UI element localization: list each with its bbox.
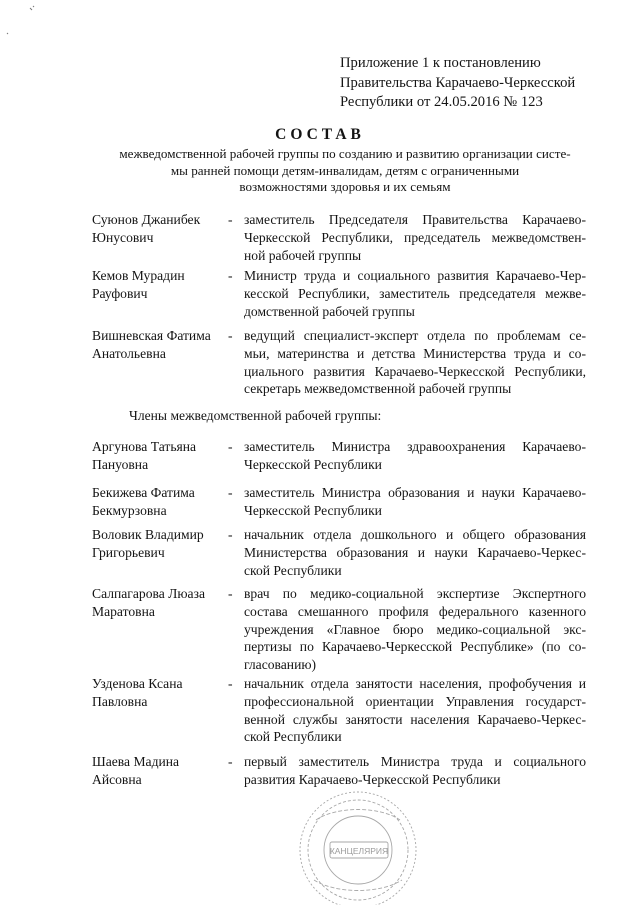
member-name-line: Кемов Мурадин	[92, 268, 185, 283]
member-role-line: пертизы по Карачаево-Черкесской Республике» (по со-	[244, 639, 586, 655]
member-role	[244, 267, 586, 320]
member-dash: -	[228, 754, 233, 769]
member-role-line: Черкесской Республики	[244, 456, 382, 472]
member-dash: -	[228, 586, 233, 601]
member-role	[244, 526, 586, 579]
member-name-line: Анатольевна	[92, 345, 166, 361]
member-name-line: Вишневская Фатима	[92, 328, 211, 343]
member-role-line: начальник отдела дошкольного и общего образования	[244, 527, 586, 542]
member-name-line: Шаева Мадина	[92, 754, 180, 769]
appendix-line: Правительства Карачаево-Черкесской	[340, 74, 576, 91]
member-name-line: Пануовна	[92, 456, 149, 472]
member-role	[244, 327, 586, 398]
member-role-line: ной рабочей группы	[244, 247, 362, 263]
member-name	[92, 675, 230, 710]
member-name-line: Узденова Ксана	[92, 676, 183, 691]
member-name	[92, 327, 230, 362]
member-role-line: врач по медико-социальной экспертизе Экспертного	[244, 586, 586, 601]
member-role-line: Черкесской Республики	[244, 502, 382, 518]
member-role	[244, 438, 586, 474]
member-role-line: профессиональной ориентации Управления государст-	[244, 693, 586, 709]
appendix-line: Республики от 24.05.2016 № 123	[340, 94, 543, 110]
member-name-line: Бекижева Фатима	[92, 485, 195, 500]
document-subtitle	[92, 146, 598, 196]
member-name-line: Воловик Владимир	[92, 527, 204, 542]
member-name	[92, 484, 230, 519]
svg-text:КАНЦЕЛЯРИЯ: КАНЦЕЛЯРИЯ	[329, 846, 389, 856]
appendix-reference	[340, 54, 630, 113]
member-name-line: Бекмурзовна	[92, 502, 167, 518]
member-role-line: гласованию)	[244, 657, 317, 673]
member-role	[244, 484, 586, 520]
office-stamp	[276, 770, 446, 905]
member-dash: -	[228, 676, 233, 691]
scan-artifact-marks	[0, 0, 40, 40]
member-name-line: Григорьевич	[92, 544, 165, 560]
member-role-line: мьи, материнства и детства Министерства труда и со-	[244, 345, 586, 361]
member-name-line: Павловна	[92, 693, 148, 709]
member-name	[92, 267, 230, 302]
member-role	[244, 585, 586, 674]
member-role-line: состава смешанного профиля федерального казенного	[244, 603, 586, 619]
member-role-line: заместитель Председателя Правительства Карачаево-	[244, 212, 586, 227]
member-name	[92, 585, 230, 620]
member-role-line: домственной рабочей группы	[244, 303, 415, 319]
appendix-line: Приложение 1 к постановлению	[340, 55, 541, 71]
member-name-line: Салпагарова Люаза	[92, 586, 205, 601]
member-name	[92, 526, 230, 561]
member-role-line: первый заместитель Министра труда и социального	[244, 754, 586, 769]
member-role-line: ведущий специалист-эксперт отдела по проблемам се-	[244, 328, 586, 343]
member-dash: -	[228, 485, 233, 500]
member-role	[244, 211, 586, 264]
member-role-line: заместитель Министра образования и науки Карачаево-	[244, 485, 586, 500]
member-name-line: Рауфович	[92, 285, 148, 301]
member-name-line: Юнусович	[92, 229, 154, 245]
member-name-line: Аргунова Татьяна	[92, 439, 197, 454]
member-role-line: ской Республики	[244, 729, 342, 745]
member-role-line: учреждения «Главное бюро медико-социальной экс-	[244, 621, 586, 637]
member-name-line: Маратовна	[92, 603, 155, 619]
member-role-line: развития Карачаево-Черкесской Республики	[244, 771, 501, 787]
member-role-line: кесской Республики, заместитель председателя межве-	[244, 285, 586, 301]
subtitle-line: мы ранней помощи детям-инвалидам, детям с ограниченными	[170, 162, 520, 178]
member-role-line: Министерства образования и науки Карачаево-Черкес-	[244, 544, 586, 560]
member-name	[92, 211, 230, 246]
member-role	[244, 675, 586, 746]
member-dash: -	[228, 328, 233, 343]
member-name-line: Суюнов Джанибек	[92, 212, 201, 227]
document-title: СОСТАВ	[275, 126, 365, 143]
member-role-line: ской Республики	[244, 562, 342, 578]
member-name	[92, 438, 230, 473]
member-role-line: венной службы занятости населения Карачаево-Черкес-	[244, 711, 586, 727]
member-role-line: Черкесской Республики, председатель межведомствен-	[244, 229, 586, 245]
member-dash: -	[228, 439, 233, 454]
subtitle-line: межведомственной рабочей группы по созданию и развитию организации систе-	[119, 146, 571, 161]
member-name-line: Айсовна	[92, 771, 142, 787]
member-role-line: секретарь межведомственной рабочей группы	[244, 381, 512, 397]
subtitle-line: возможностями здоровья и их семьям	[239, 179, 451, 194]
member-dash: -	[228, 268, 233, 283]
members-heading: Члены межведомственной рабочей группы:	[129, 408, 382, 423]
member-dash: -	[228, 212, 233, 227]
member-dash: -	[228, 527, 233, 542]
member-name	[92, 753, 230, 788]
member-role-line: заместитель Министра здравоохранения Карачаево-	[244, 439, 586, 454]
member-role-line: начальник отдела занятости населения, профобучения и	[244, 676, 586, 691]
member-role-line: Министр труда и социального развития Карачаево-Чер-	[244, 268, 586, 283]
member-role-line: циального развития Карачаево-Черкесской Республики,	[244, 363, 586, 379]
